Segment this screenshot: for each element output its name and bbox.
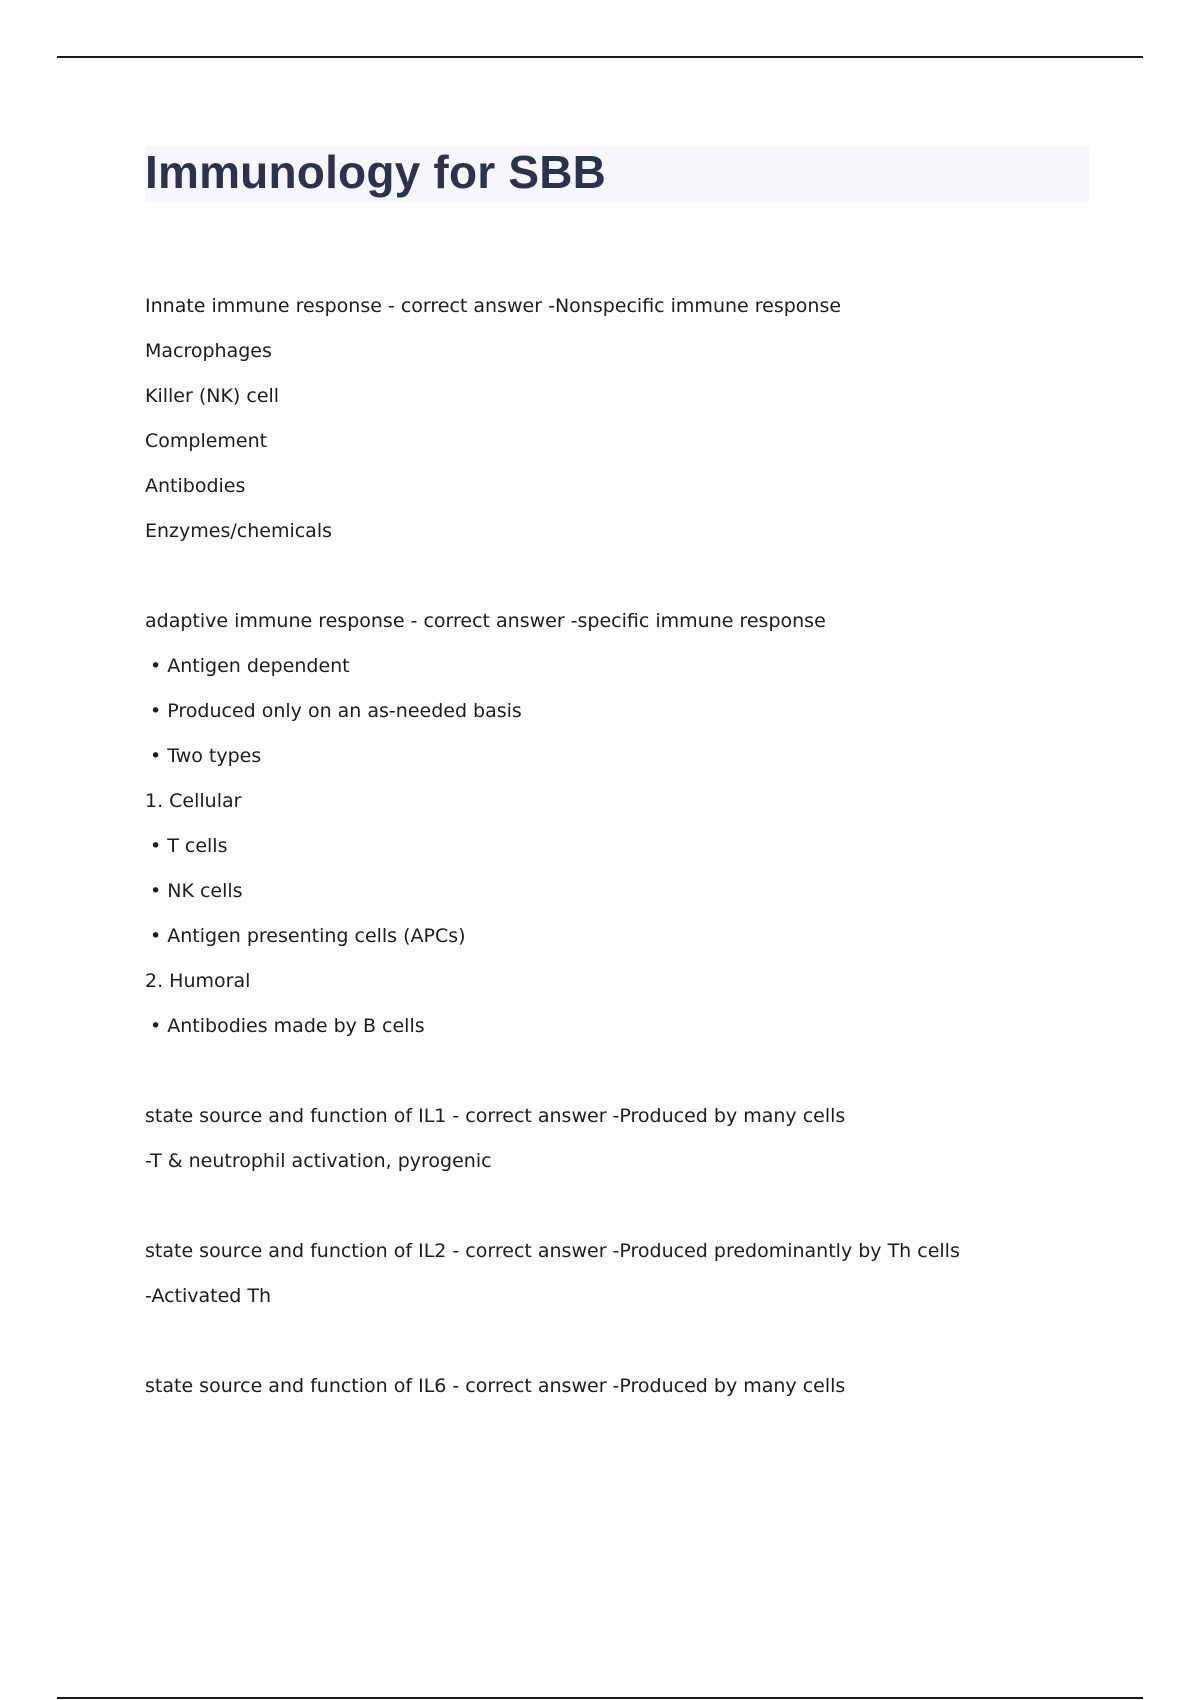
qa-question-line: state source and function of IL1 - correct answer -Produced by many cells — [145, 1105, 846, 1127]
answer-line: Complement — [145, 430, 268, 452]
answer-line: 1. Cellular — [145, 790, 242, 812]
answer-line: Antibodies — [145, 475, 246, 497]
bullet-item: • Antibodies made by B cells — [150, 1015, 425, 1037]
qa-block — [145, 1372, 1105, 1417]
document-title: Immunology for SBB — [145, 146, 607, 198]
qa-block — [145, 607, 1105, 1057]
bullet-item: • NK cells — [150, 880, 243, 902]
qa-block — [145, 1237, 1105, 1327]
answer-line: Killer (NK) cell — [145, 385, 280, 407]
document-body — [145, 292, 1105, 1462]
bottom-divider — [57, 1697, 1143, 1699]
bullet-item: • Two types — [150, 745, 262, 767]
bullet-item: • T cells — [150, 835, 228, 857]
qa-block — [145, 292, 1105, 562]
answer-line: Enzymes/chemicals — [145, 520, 332, 542]
answer-line: Macrophages — [145, 340, 272, 362]
answer-line: 2. Humoral — [145, 970, 251, 992]
answer-line: -Activated Th — [145, 1285, 272, 1307]
qa-block — [145, 1102, 1105, 1192]
answer-line: -T & neutrophil activation, pyrogenic — [145, 1150, 492, 1172]
bullet-item: • Produced only on an as-needed basis — [150, 700, 522, 722]
qa-question-line: Innate immune response - correct answer -Nonspecific immune response — [145, 295, 842, 317]
qa-question-line: adaptive immune response - correct answer -specific immune response — [145, 610, 826, 632]
bullet-item: • Antigen dependent — [150, 655, 350, 677]
qa-question-line: state source and function of IL2 - correct answer -Produced predominantly by Th cells — [145, 1240, 960, 1262]
qa-question-line: state source and function of IL6 - correct answer -Produced by many cells — [145, 1375, 846, 1397]
bullet-item: • Antigen presenting cells (APCs) — [150, 925, 466, 947]
top-divider — [57, 56, 1143, 58]
